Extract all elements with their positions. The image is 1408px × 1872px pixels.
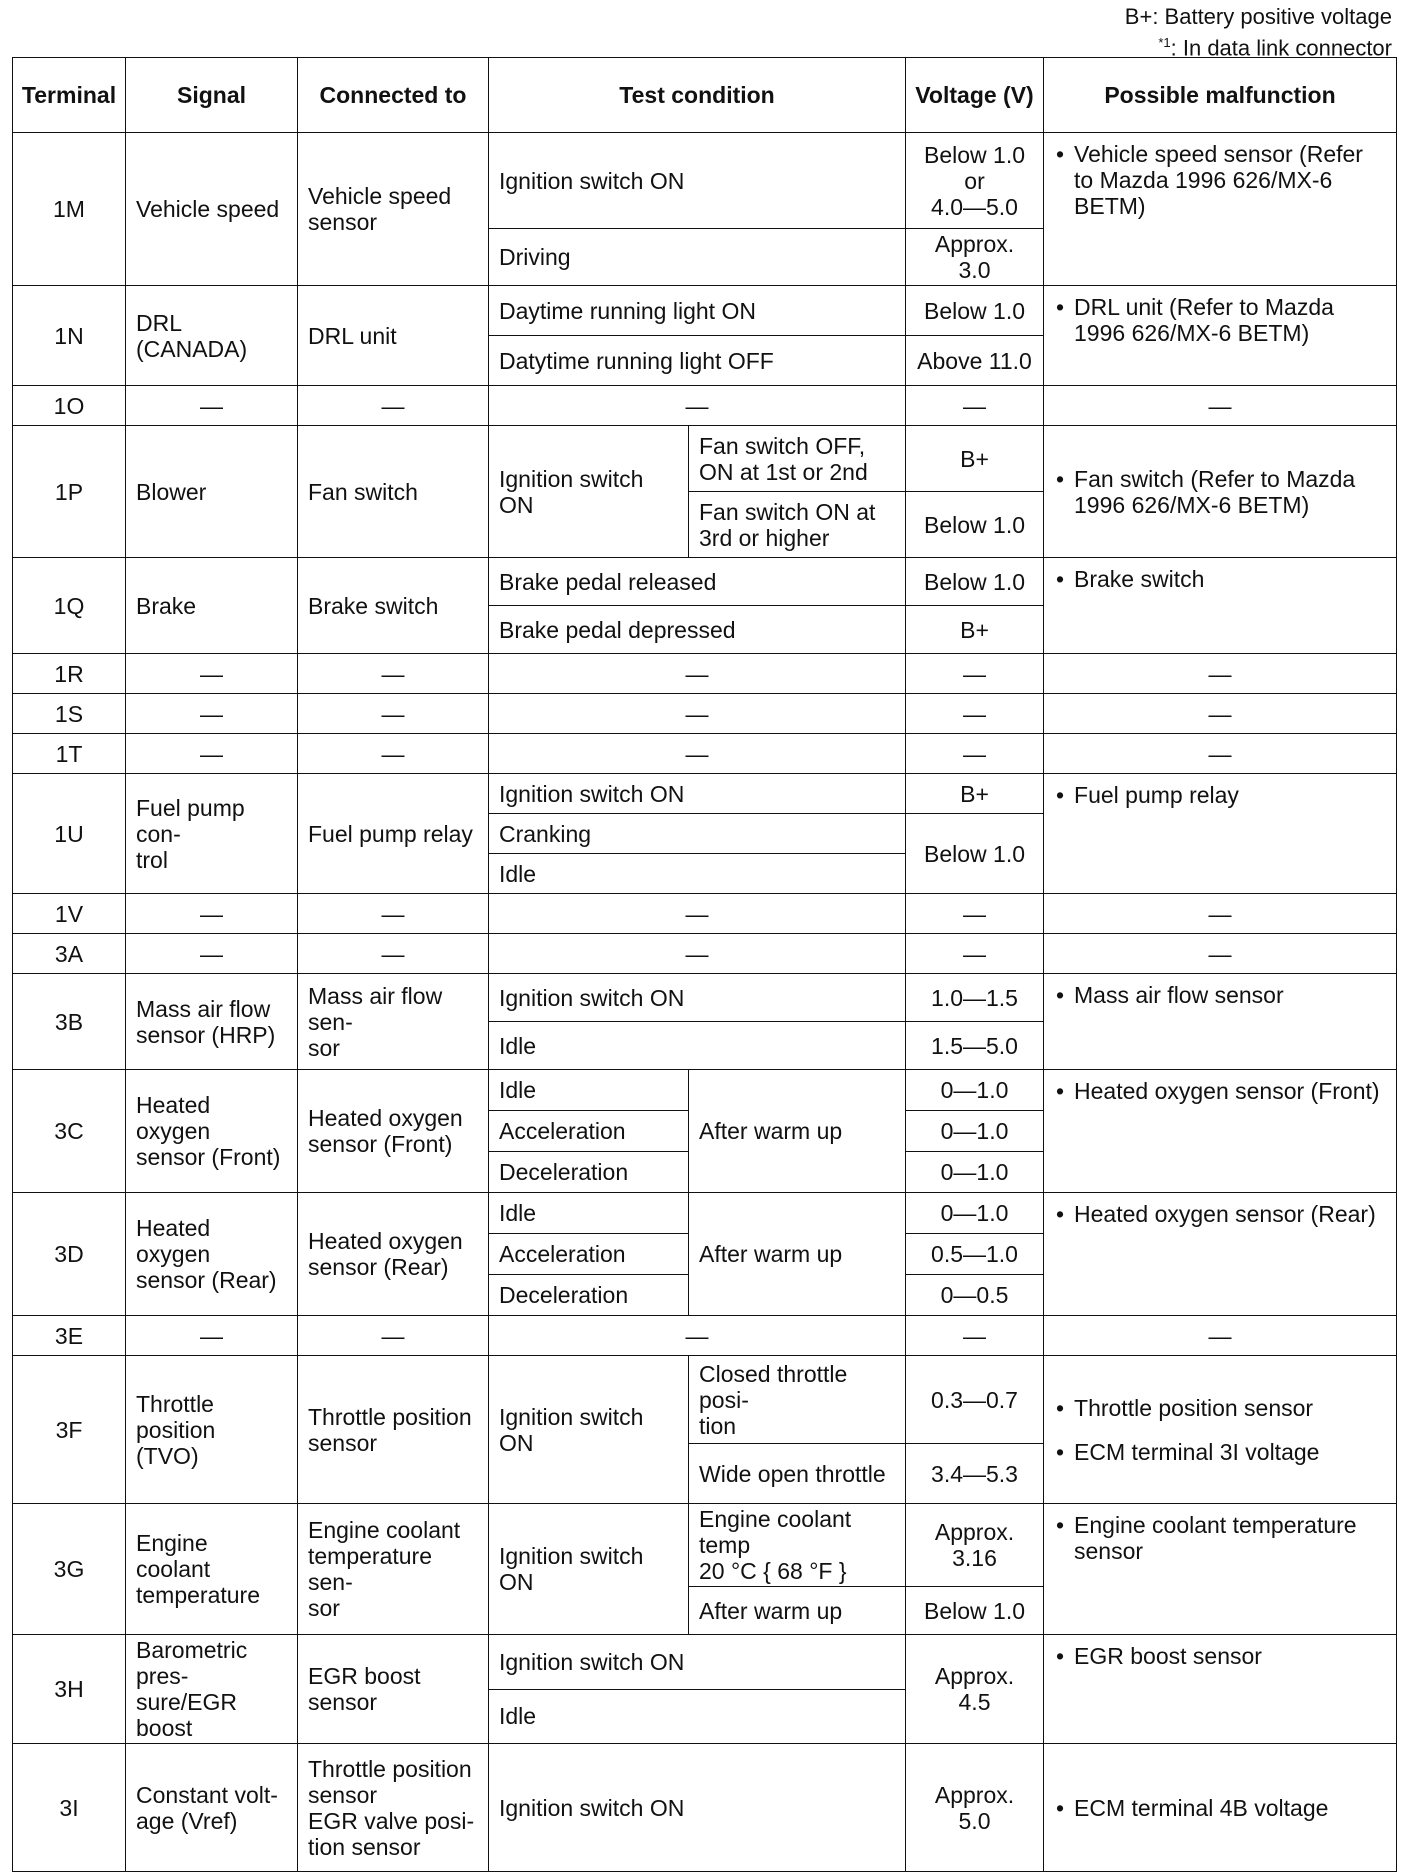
- connected-cell: Vehicle speed sensor: [298, 133, 489, 286]
- malfunction-cell: • EGR boost sensor: [1044, 1635, 1397, 1744]
- table-row: [13, 934, 1397, 974]
- terminal-cell: 1R: [13, 654, 126, 694]
- subcondition-cell: Closed throttle posi- tion: [689, 1356, 906, 1444]
- table-row: [13, 1070, 1397, 1111]
- condition-cell: Datytime running light OFF: [489, 336, 906, 386]
- condition-cell: Ignition switch ON: [489, 1356, 689, 1504]
- header-row: [13, 58, 1397, 133]
- voltage-cell: 0—1.0: [906, 1152, 1044, 1193]
- dash: —: [906, 386, 1044, 426]
- table-row: [13, 894, 1397, 934]
- voltage-cell: Approx. 4.5: [906, 1635, 1044, 1744]
- terminal-cell: 1V: [13, 894, 126, 934]
- dash: —: [489, 894, 906, 934]
- signal-cell: Heated oxygen sensor (Front): [126, 1070, 298, 1193]
- signal-cell: Brake: [126, 558, 298, 654]
- voltage-cell: 0.5—1.0: [906, 1234, 1044, 1275]
- condition-cell: Cranking: [489, 814, 906, 854]
- malfunction-cell: • Mass air flow sensor: [1044, 974, 1397, 1070]
- subcondition-cell: After warm up: [689, 1070, 906, 1193]
- subcondition-cell: After warm up: [689, 1587, 906, 1635]
- terminal-cell: 3E: [13, 1316, 126, 1356]
- subcondition-cell: Fan switch OFF, ON at 1st or 2nd: [689, 426, 906, 492]
- dash: —: [298, 734, 489, 774]
- dash: —: [489, 386, 906, 426]
- malfunction-cell: • DRL unit (Refer to Mazda 1996 626/MX-6 BETM): [1044, 286, 1397, 386]
- condition-cell: Deceleration: [489, 1275, 689, 1316]
- dash: —: [489, 734, 906, 774]
- voltage-cell: Approx. 3.16: [906, 1504, 1044, 1587]
- condition-cell: Ignition switch ON: [489, 1504, 689, 1635]
- condition-cell: Idle: [489, 1070, 689, 1111]
- header-malfunction: Possible malfunction: [1044, 58, 1397, 133]
- voltage-cell: 3.4—5.3: [906, 1444, 1044, 1504]
- signal-cell: Heated oxygen sensor (Rear): [126, 1193, 298, 1316]
- dash: —: [489, 1316, 906, 1356]
- dash: —: [906, 654, 1044, 694]
- terminal-cell: 3H: [13, 1635, 126, 1744]
- legend-note: $^{*1}$: In data link connector: [1158, 35, 1392, 61]
- dash: —: [1044, 1316, 1397, 1356]
- header-voltage: Voltage (V): [906, 58, 1044, 133]
- table-row: [13, 1193, 1397, 1234]
- malfunction-cell: • Heated oxygen sensor (Front): [1044, 1070, 1397, 1193]
- connected-cell: Engine coolant temperature sen- sor: [298, 1504, 489, 1635]
- connected-cell: Heated oxygen sensor (Rear): [298, 1193, 489, 1316]
- table-row: [13, 1504, 1397, 1587]
- dash: —: [298, 694, 489, 734]
- signal-cell: Blower: [126, 426, 298, 558]
- header-terminal: Terminal: [13, 58, 126, 133]
- terminal-cell: 1M: [13, 133, 126, 286]
- dash: —: [906, 734, 1044, 774]
- signal-cell: Engine coolant temperature: [126, 1504, 298, 1635]
- signal-cell: Constant volt- age (Vref): [126, 1744, 298, 1872]
- table-row: [13, 558, 1397, 606]
- terminal-cell: 3F: [13, 1356, 126, 1504]
- malfunction-cell: • Fuel pump relay: [1044, 774, 1397, 894]
- malfunction-cell: • Engine coolant temperature sensor: [1044, 1504, 1397, 1635]
- condition-cell: Ignition switch ON: [489, 1635, 906, 1690]
- signal-cell: Vehicle speed: [126, 133, 298, 286]
- condition-cell: Brake pedal released: [489, 558, 906, 606]
- dash: —: [906, 934, 1044, 974]
- condition-cell: Acceleration: [489, 1111, 689, 1152]
- voltage-cell: 0—1.0: [906, 1070, 1044, 1111]
- terminal-cell: 3A: [13, 934, 126, 974]
- dash: —: [298, 386, 489, 426]
- condition-cell: Daytime running light ON: [489, 286, 906, 336]
- condition-cell: Idle: [489, 1689, 906, 1744]
- terminal-cell: 3C: [13, 1070, 126, 1193]
- dash: —: [126, 934, 298, 974]
- voltage-cell: 0.3—0.7: [906, 1356, 1044, 1444]
- malfunction-cell: • Fan switch (Refer to Mazda 1996 626/MX-6 BETM): [1044, 426, 1397, 558]
- voltage-cell: Below 1.0: [906, 286, 1044, 336]
- terminal-cell: 1N: [13, 286, 126, 386]
- connected-cell: EGR boost sensor: [298, 1635, 489, 1744]
- condition-cell: Ignition switch ON: [489, 974, 906, 1022]
- voltage-cell: Below 1.0: [906, 1587, 1044, 1635]
- dash: —: [126, 386, 298, 426]
- table-row: [13, 1356, 1397, 1444]
- header-test: Test condition: [489, 58, 906, 133]
- malfunction-cell: • Throttle position sensor • ECM terminal 3I voltage: [1044, 1356, 1397, 1504]
- voltage-cell: Above 11.0: [906, 336, 1044, 386]
- header-signal: Signal: [126, 58, 298, 133]
- terminal-cell: 1O: [13, 386, 126, 426]
- dash: —: [489, 694, 906, 734]
- condition-cell: Brake pedal depressed: [489, 606, 906, 654]
- dash: —: [1044, 934, 1397, 974]
- terminal-cell: 1T: [13, 734, 126, 774]
- dash: —: [1044, 894, 1397, 934]
- legend-bplus: B+: Battery positive voltage: [1124, 4, 1392, 29]
- subcondition-cell: Fan switch ON at 3rd or higher: [689, 492, 906, 558]
- dash: —: [298, 654, 489, 694]
- signal-cell: DRL (CANADA): [126, 286, 298, 386]
- terminal-cell: 1Q: [13, 558, 126, 654]
- table-row: [13, 774, 1397, 814]
- connected-cell: Throttle position sensor: [298, 1356, 489, 1504]
- condition-cell: Idle: [489, 1022, 906, 1070]
- voltage-cell: Below 1.0: [906, 814, 1044, 894]
- terminal-cell: 3D: [13, 1193, 126, 1316]
- voltage-cell: Below 1.0: [906, 492, 1044, 558]
- connected-cell: DRL unit: [298, 286, 489, 386]
- subcondition-cell: Engine coolant temp 20 °C { 68 °F }: [689, 1504, 906, 1587]
- voltage-cell: Approx. 3.0: [906, 229, 1044, 286]
- dash: —: [906, 894, 1044, 934]
- signal-cell: Mass air flow sensor (HRP): [126, 974, 298, 1070]
- voltage-cell: 1.0—1.5: [906, 974, 1044, 1022]
- condition-cell: Driving: [489, 229, 906, 286]
- table-row: [13, 1635, 1397, 1690]
- condition-cell: Ignition switch ON: [489, 1744, 906, 1872]
- subcondition-cell: Wide open throttle: [689, 1444, 906, 1504]
- condition-cell: Acceleration: [489, 1234, 689, 1275]
- terminal-cell: 3G: [13, 1504, 126, 1635]
- terminal-cell: 1S: [13, 694, 126, 734]
- dash: —: [298, 1316, 489, 1356]
- dash: —: [489, 654, 906, 694]
- voltage-cell: B+: [906, 606, 1044, 654]
- dash: —: [126, 734, 298, 774]
- condition-cell: Idle: [489, 854, 906, 894]
- table-row: [13, 286, 1397, 336]
- table-row: [13, 1744, 1397, 1872]
- legend: [1125, 4, 1392, 61]
- table-row: [13, 734, 1397, 774]
- dash: —: [298, 934, 489, 974]
- terminal-voltage-table: [12, 57, 1397, 1872]
- dash: —: [906, 694, 1044, 734]
- connected-cell: Heated oxygen sensor (Front): [298, 1070, 489, 1193]
- condition-cell: Idle: [489, 1193, 689, 1234]
- table-row: [13, 654, 1397, 694]
- voltage-cell: 0—1.0: [906, 1193, 1044, 1234]
- voltage-cell: 0—1.0: [906, 1111, 1044, 1152]
- voltage-cell: Below 1.0: [906, 558, 1044, 606]
- signal-cell: Throttle position (TVO): [126, 1356, 298, 1504]
- terminal-cell: 3B: [13, 974, 126, 1070]
- condition-cell: Ignition switch ON: [489, 426, 689, 558]
- voltage-cell: 1.5—5.0: [906, 1022, 1044, 1070]
- malfunction-cell: • ECM terminal 4B voltage: [1044, 1744, 1397, 1872]
- connected-cell: Fuel pump relay: [298, 774, 489, 894]
- voltage-cell: 0—0.5: [906, 1275, 1044, 1316]
- dash: —: [126, 654, 298, 694]
- condition-cell: Ignition switch ON: [489, 133, 906, 229]
- header-connected: Connected to: [298, 58, 489, 133]
- voltage-cell: B+: [906, 426, 1044, 492]
- dash: —: [298, 894, 489, 934]
- signal-cell: Fuel pump con- trol: [126, 774, 298, 894]
- subcondition-cell: After warm up: [689, 1193, 906, 1316]
- dash: —: [1044, 654, 1397, 694]
- malfunction-cell: • Brake switch: [1044, 558, 1397, 654]
- voltage-cell: B+: [906, 774, 1044, 814]
- dash: —: [1044, 386, 1397, 426]
- terminal-cell: 3I: [13, 1744, 126, 1872]
- voltage-cell: Below 1.0 or 4.0—5.0: [906, 133, 1044, 229]
- connected-cell: Throttle position sensor EGR valve posi- tion sensor: [298, 1744, 489, 1872]
- connected-cell: Fan switch: [298, 426, 489, 558]
- table-row: [13, 694, 1397, 734]
- signal-cell: Barometric pres- sure/EGR boost: [126, 1635, 298, 1744]
- table-row: [13, 974, 1397, 1022]
- voltage-cell: Approx. 5.0: [906, 1744, 1044, 1872]
- table-row: [13, 133, 1397, 229]
- malfunction-cell: • Heated oxygen sensor (Rear): [1044, 1193, 1397, 1316]
- table-row: [13, 1316, 1397, 1356]
- dash: —: [906, 1316, 1044, 1356]
- condition-cell: Deceleration: [489, 1152, 689, 1193]
- condition-cell: Ignition switch ON: [489, 774, 906, 814]
- connected-cell: Mass air flow sen- sor: [298, 974, 489, 1070]
- dash: —: [489, 934, 906, 974]
- dash: —: [1044, 694, 1397, 734]
- dash: —: [1044, 734, 1397, 774]
- terminal-cell: 1P: [13, 426, 126, 558]
- malfunction-cell: • Vehicle speed sensor (Refer to Mazda 1996 626/MX-6 BETM): [1044, 133, 1397, 286]
- table-row: [13, 386, 1397, 426]
- dash: —: [126, 894, 298, 934]
- table-row: [13, 426, 1397, 492]
- dash: —: [126, 694, 298, 734]
- connected-cell: Brake switch: [298, 558, 489, 654]
- dash: —: [126, 1316, 298, 1356]
- terminal-cell: 1U: [13, 774, 126, 894]
